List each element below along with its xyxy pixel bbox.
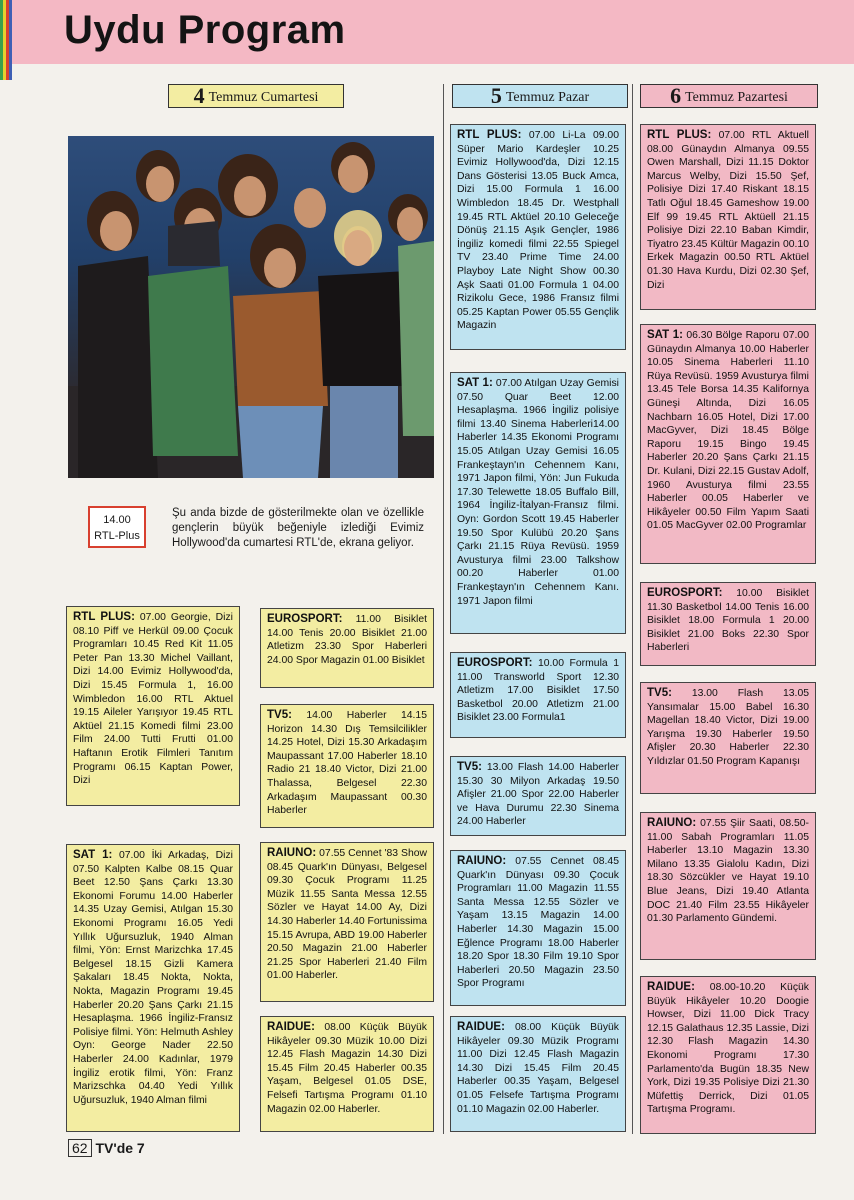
schedule-text: 06.30 Bölge Raporu 07.00 Günaydın Almanya 10.00 Haberler 10.05 Sinema Haberleri 11.10 Rüya Revüsü. 1959 Avusturya filmi 13.45 Tele Borsa 14.35 Kalifornya Güneşi Altında, Dizi 16.05 Nachbarn 16.05 Hotel, Dizi 17.00 MacGyver, Dizi 18.45 Bölge Raporu 19.15 Bingo 19.45 Haberler 20.20 Şans Çarkı 21.15 Dr. Kulani, Dizi 22.15 Gustav Adolf, 1960 Avusturya filmi 23.55 Haberler 00.05 Haberler ve Hikâyeler 00.50 Film Yapım Saati 01.05 MacGyver 02.00 Programlar [647,330,809,532]
schedule-text: 07.55 Cennet '83 Show 08.45 Quark'ın Dünyası, Belgesel 09.30 Çocuk Programı 11.25 Müzik 11.55 Santa Messa 12.55 Sözler ve Hayat 14.00 Ay, Dizi 14.30 Haberler 14.40 Fortunissima 15.15 Avrupa, ABD 19.00 Haberler 20.50 Magazin 21.00 Haberler 21.25 Spor Haberleri 21.40 Film 01.00 Haberler. [267,848,428,982]
day-label: Temmuz Cumartesi [208,90,319,105]
channel-name: RAIUNO: [457,855,507,867]
channel-name: EUROSPORT: [647,587,723,599]
sat-raidue-listing [260,1016,434,1132]
mon-tv5-listing [640,682,816,794]
sun-raidue-listing [450,1016,626,1132]
mon-raiuno-listing [640,812,816,960]
sat-tv5-listing [260,704,434,828]
promo-channel: RTL-Plus [94,530,140,542]
sun-eurosport-listing [450,652,626,738]
schedule-text: 13.00 Flash 14.00 Haberler 15.30 30 Milyon Arkadaş 19.50 Afişler 21.00 Spor 22.00 Haberler ve Hava Durumu 22.30 Sinema 24.00 Haberler [457,762,620,828]
promo-time-box [88,506,146,548]
schedule-text: 07.55 Cennet 08.45 Quark'ın Dünyası 09.30 Çocuk Programları 11.00 Magazin 11.55 Santa Messa 12.55 Sözler ve Yaşam 13.15 Magazin 14.00 Haberler 14.30 Magazin 15.00 Eğlence Programı 18.00 Haberler 18.20 Spor 18.30 Film 19.10 Spor Haberleri 20.50 Magazin 23.50 Spor Programı [457,856,619,990]
schedule-text: 07.00 İki Arkadaş, Dizi 07.50 Kalpten Kalbe 08.15 Quar Beet 12.50 Şans Çarkı 13.30 Ekonomi Forumu 14.00 Haberler 14.35 Uzay Gemisi, Atılgan 15.30 Ekonomi Programı 16.05 Yedi Yıllık Uğursuzluk, 1940 Alman filmi, Yön: Ernst Marizchka 17.45 Belgesel 18.15 Gizli Kamera Şakaları 18.45 Nokta, Nokta, Nokta, Magazin Programı 19.45 Haberler 20.20 Şans Çarkı 21.15 Hesaplaşma. 1966 İngiliz-Fransız Polisiye filmi. Yön: Helmuth Ashley Oyn: George Nader 22.50 Haberler 24.00 Kadınlar, 1979 İngiliz erotik filmi, Yön: Franz Marizschka 04.40 Yedi Yıllık Uğursuzluk, 1940 Alman filmi [73,850,233,1106]
channel-name: SAT 1: [457,377,493,389]
day-number: 5 [490,83,502,108]
schedule-text: 10.00 Bisiklet 11.30 Basketbol 14.00 Tenis 16.00 Bisiklet 18.00 Formula 1 20.00 Bisiklet 21.00 Boks 22.30 Spor Haberleri [647,588,809,654]
channel-name: TV5: [457,761,482,773]
schedule-text: 08.00 Küçük Büyük Hikâyeler 09.30 Müzik Programı 11.00 Dizi 12.45 Flash Magazin 14.30 Dizi 15.45 Film 20.45 Haberler 00.35 Yaşam, Belgesel 01.05 Felsefe Tartışma Programı 01.10 Magazin 02.00 Haberler. [457,1022,619,1115]
column-divider [632,84,633,1134]
channel-name: SAT 1: [647,329,684,341]
mon-rtlplus-listing [640,124,816,310]
schedule-text: 13.00 Flash 13.05 Yansımalar 15.00 Babel 16.30 Magellan 18.40 Victor, Dizi 19.00 Yarışma 19.30 Haberler 19.50 Afişler 20.30 Haberler 22.30 Yıldızlar 01.50 Program Kapanışı [647,688,809,767]
page-title: Uydu Program [64,8,346,52]
channel-name: RAIDUE: [647,981,695,993]
sat-rtlplus-listing [66,606,240,806]
day-tab-sunday [452,84,628,108]
channel-name: RAIUNO: [647,817,697,829]
page-number: 62 [68,1139,92,1157]
page-footer [68,1140,145,1156]
magazine-name: TV'de 7 [95,1140,145,1156]
color-stripe [0,0,12,80]
day-number: 6 [670,83,682,108]
channel-name: EUROSPORT: [457,657,533,669]
day-tab-monday [640,84,818,108]
schedule-text: 11.00 Bisiklet 14.00 Tenis 20.00 Bisiklet 21.00 Atletizm 23.30 Spor Haberleri 24.00 Spor Magazin 01.00 Bisiklet [267,614,428,666]
schedule-text: 07.00 Atılgan Uzay Gemisi 07.50 Quar Beet 12.00 Hesaplaşma. 1966 İngiliz polisiye filmi 13.40 Sinema Haberleri14.00 Haberler 14.35 Ekonomi Programı 15.05 Atılgan Uzay Gemisi 16.05 Frankeştayn'ın Cehennem Kanı, 1971 Japon filmi, Yön: Jun Fukuda 17.30 Telewette 18.05 Buffalo Bill, 1964 İngiliz-İtalyan-Fransız filmi. Oyn: Gordon Scott 19.45 Haberler 19.50 Spor Kulübü 20.20 Şans Çarkı 21.15 Rüya Revüsü. 1959 Avusturya filmi 23.00 Talkshow 00.20 Haberler 01.00 Frankeştayn'ın Cehennem Kanı. 1971 Japon filmi [457,378,619,607]
sun-raiuno-listing [450,850,626,1006]
channel-name: RTL PLUS: [457,129,522,141]
sat-raiuno-listing [260,842,434,1002]
schedule-text: 07.00 Georgie, Dizi 08.10 Piff ve Herkül 09.00 Çocuk Programları 10.45 Red Kit 11.05 Peter Pan 13.30 Michel Vaillant, Dizi 14.00 Evimiz Hollywood'da, Dizi 15.45 Formula 1, 16.00 Wimbledon 16.00 RTL Aktuel 19.15 Aileler Yarışıyor 19.45 RTL Aktüel 21.15 Komedi filmi 23.00 Film 24.00 Tutti Frutti 01.00 Haftanın Erotik Filmleri Tanıtım Programı 06.15 Kaptan Power, Dizi [73,612,233,787]
schedule-text: 07.55 Şiir Saati, 08.50-11.00 Sabah Programları 11.05 Haberler 13.10 Magazin 13.30 Milano 13.35 Gialolu Kadın, Dizi 18.30 Sözcükler ve Hayat 19.10 Blue Jeans, Dizi 19.40 Atlanta DOC 21.40 Film 23.55 Hikâyeler 01.30 Parlamento Gündemi. [647,818,810,925]
column-divider [443,84,444,1134]
channel-name: RTL PLUS: [647,129,712,141]
day-label: Temmuz Pazartesi [685,90,788,105]
schedule-text: 08.00-10.20 Küçük Büyük Hikâyeler 10.20 Doogie Howser, Dizi 11.00 Dick Tracy 12.15 Galathaus 12.35 Lassie, Dizi 12.30 Flash Magazin 14.30 Ekonomi Programı 17.30 Parlamento'da Bugün 18.35 New York, Dizi 19.35 Polisiye Dizi 21.30 Müfettiş Derrick, Dizi 01.05 Tartışma Programı. [647,982,810,1116]
mon-sat1-listing [640,324,816,564]
sun-tv5-listing [450,756,626,836]
schedule-text: 07.00 RTL Aktuell 08.00 Günaydın Almanya 09.55 Owen Marshall, Dizi 11.15 Doktor Marcus Welby, Dizi 15.50 Şef, Polisiye Dizi 17.40 Riskant 18.15 Tatlı Oğul 18.45 Gameshow 19.00 Elf 99 19.45 RTL Aktüell 21.15 Polisiye Dizi 22.10 Baban Kimdir, Tiyatro 23.45 Kültür Magazin 00.10 Erkek Magazin 00.50 RTL Aktüel 01.30 Hava Kurdu, Dizi 02.30 Şef, Dizi [647,130,809,291]
day-label: Temmuz Pazar [505,90,590,105]
sat-eurosport-listing [260,608,434,688]
schedule-text: 07.00 Li-La 09.00 Süper Mario Kardeşler 10.25 Evimiz Hollywood'da, Dizi 12.15 Dans Gösterisi 13.05 Buck Amca, Dizi 15.00 Formula 1 16.00 Wimbledon 18.45 Dr. Westphall 19.45 RTL Aktüel 20.10 Geleceğe Dönüş 21.15 Aşık Gençler, 1986 İngiliz komedi filmi 22.55 Spiegel TV 23.40 Prime Time 24.00 Playboy Late Night Show 00.30 Aşk Saati 01.00 Formula 1 04.00 Rizikolu Gece, 1986 Fransız filmi 05.25 Kaptan Power 05.55 Gençlik Magazin [457,130,619,332]
photo-caption: Şu anda bizde de gösterilmekte olan ve özellikle gençlerin büyük beğeniyle izlediği Evimiz Hollywood'da cumartesi RTL'de, ekrana geliyor. [172,507,424,549]
channel-name: TV5: [267,709,292,721]
channel-name: TV5: [647,687,672,699]
sat-sat1-listing [66,844,240,1132]
channel-name: RTL PLUS: [73,611,135,623]
day-tab-saturday [168,84,344,108]
cast-photo-illustration [68,136,434,478]
schedule-text: 10.00 Formula 1 11.00 Transworld Sport 12.30 Atletizm 17.00 Bisiklet 17.50 Basketbol 20.00 Atletizm 21.00 Bisiklet 23.00 Formula1 [457,658,620,724]
mon-raidue-listing [640,976,816,1134]
sun-sat1-listing [450,372,626,634]
channel-name: RAIDUE: [267,1021,315,1033]
cast-photo [68,136,434,478]
promo-time: 14.00 [103,514,131,526]
schedule-text: 08.00 Küçük Büyük Hikâyeler 09.30 Müzik 10.00 Dizi 12.45 Flash Magazin 14.30 Dizi 15.45 Film 20.45 Haberler 00.35 Yaşam, Belgesel 01.05 DSE, Felsefi Tartışma Programı 01.10 Magazin 02.00 Haberler. [267,1022,427,1115]
schedule-text: 14.00 Haberler 14.15 Horizon 14.30 Dış Temsilcilikler 14.25 Hotel, Dizi 15.30 Arkadaşım Maupassant 17.00 Haberler 18.10 Radio 21 18.40 Victor, Dizi 21.00 Thalassa, Belgesel 22.30 Arkadaşım Maupassant 00.30 Haberler [267,710,427,817]
channel-name: RAIUNO: [267,847,317,859]
mon-eurosport-listing [640,582,816,666]
channel-name: SAT 1: [73,849,113,861]
sun-rtlplus-listing [450,124,626,350]
channel-name: EUROSPORT: [267,613,343,625]
channel-name: RAIDUE: [457,1021,505,1033]
day-number: 4 [193,83,205,108]
